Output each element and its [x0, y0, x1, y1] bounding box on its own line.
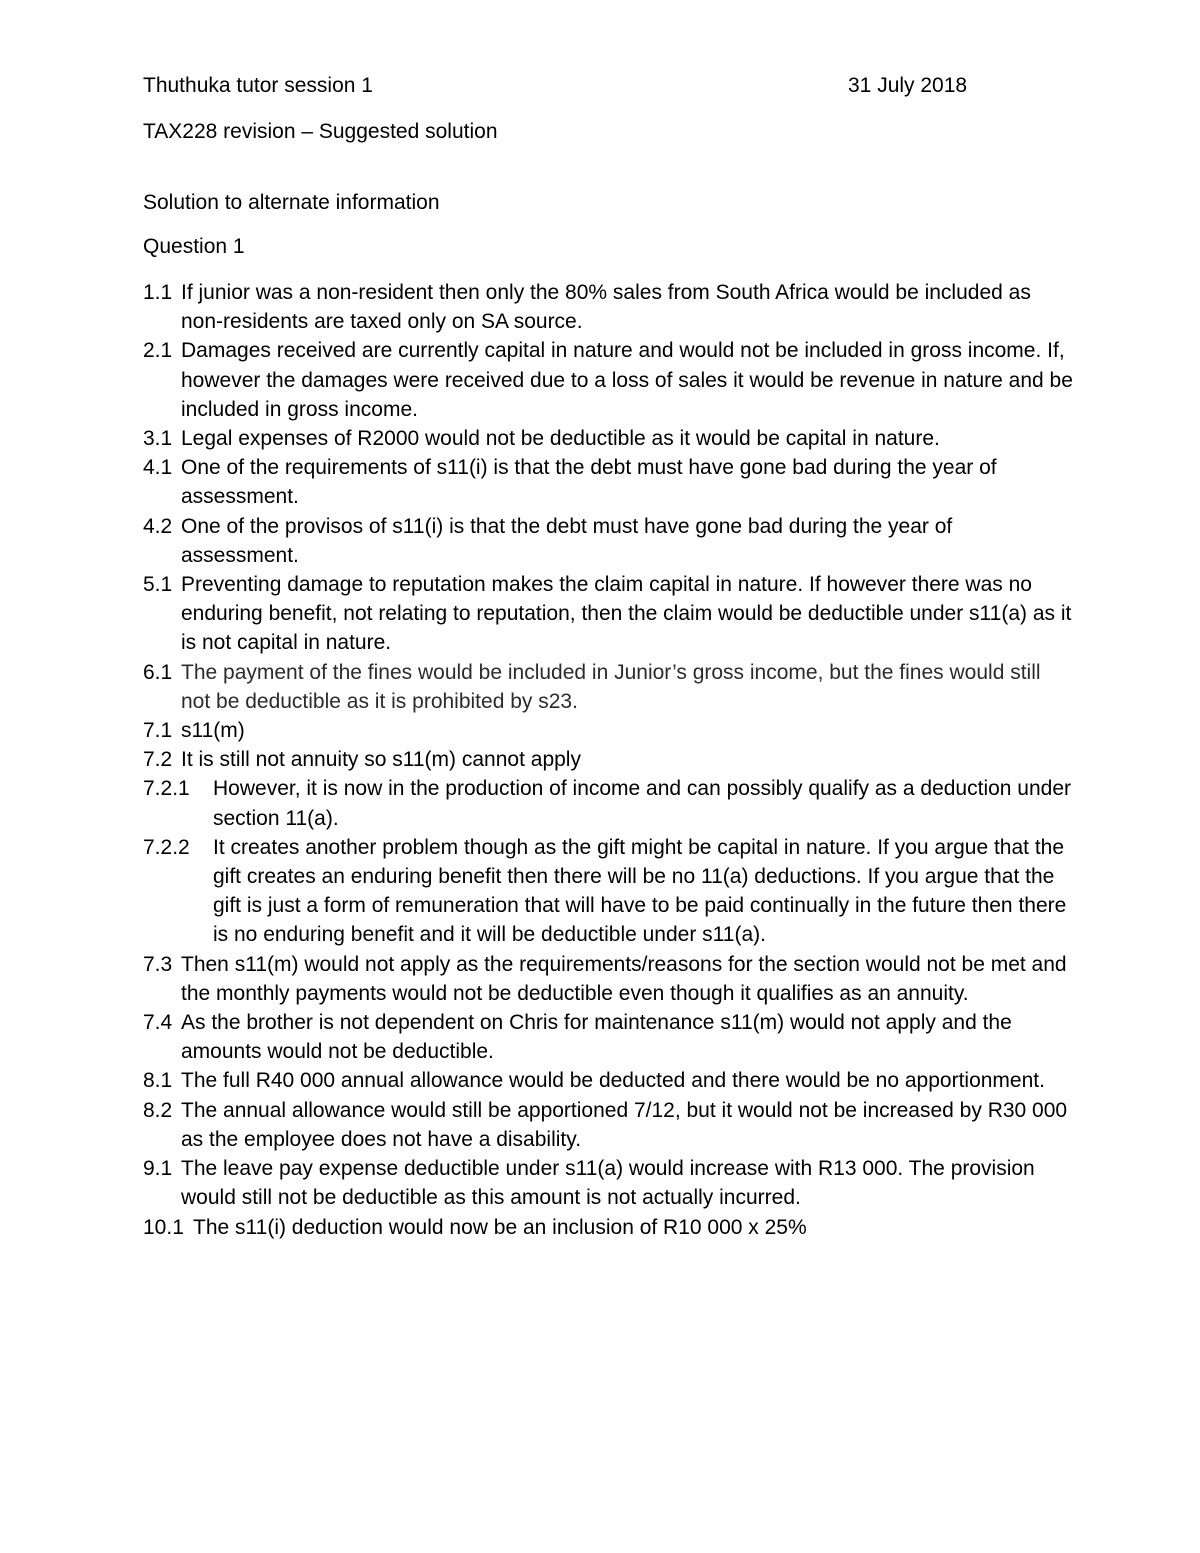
answer-text: The leave pay expense deductible under s11(a) would increase with R13 000. The provision would still not be deductible as this amount is not actually incurred.	[181, 1157, 1035, 1210]
answer-number: 7.2	[143, 748, 173, 772]
answer-text: s11(m)	[181, 719, 245, 743]
answer-number: 7.2.2	[143, 835, 190, 859]
answer-item-10-1	[143, 1213, 1073, 1242]
answer-number: 4.2	[143, 514, 173, 538]
answer-item-7-1	[143, 716, 1073, 745]
answer-number: 4.1	[143, 456, 173, 480]
answer-text: If junior was a non-resident then only the 80% sales from South Africa would be included as non-residents are taxed only on SA source.	[181, 281, 1031, 334]
answer-number: 5.1	[143, 573, 173, 597]
answer-text: However, it is now in the production of income and can possibly qualify as a deduction under section 11(a).	[213, 777, 1072, 830]
section-title: Solution to alternate information	[143, 191, 440, 214]
answer-number: 2.1	[143, 339, 173, 363]
answer-number: 8.2	[143, 1098, 173, 1122]
answer-item-8-2	[143, 1096, 1073, 1154]
answer-text: The s11(i) deduction would now be an inclusion of R10 000 x 25%	[193, 1215, 807, 1239]
answer-number: 1.1	[143, 281, 173, 304]
answer-item-2-1	[143, 336, 1073, 424]
answer-number: 7.4	[143, 1011, 173, 1035]
answer-item-7-2-1	[143, 774, 1073, 832]
answer-text: Damages received are currently capital in nature and would not be included in gross income. If, however the damages were received due to a loss of sales it would be revenue in nature and be included in gross income.	[181, 339, 1073, 421]
answer-text: Preventing damage to reputation makes the claim capital in nature. If however there was no enduring benefit, not relating to reputation, then the claim would be deductible under s11(a) as it is not capital in nature.	[181, 573, 1072, 655]
answer-item-7-4	[143, 1008, 1073, 1066]
session-title: Thuthuka tutor session 1	[143, 74, 373, 97]
answer-item-3-1	[143, 424, 1073, 453]
answer-text: It creates another problem though as the gift might be capital in nature. If you argue that the gift creates an enduring benefit then there will be no 11(a) deductions. If you argue that the gift is just a form of remuneration that will have to be paid continually in the future then there is no enduring benefit and it will be deductible under s11(a).	[213, 835, 1067, 947]
answer-item-7-3	[143, 950, 1073, 1008]
answer-item-8-1	[143, 1066, 1073, 1095]
answer-number: 9.1	[143, 1157, 173, 1181]
answer-text: As the brother is not dependent on Chris for maintenance s11(m) would not apply and the amounts would not be deductible.	[181, 1011, 1012, 1064]
answer-number: 8.1	[143, 1069, 173, 1093]
question-title: Question 1	[143, 235, 245, 258]
answer-item-4-2	[143, 512, 1073, 570]
answer-item-7-2	[143, 745, 1073, 774]
answer-number: 3.1	[143, 427, 173, 451]
answer-number: 7.1	[143, 719, 173, 743]
answer-list	[143, 278, 1073, 1242]
document-subtitle: TAX228 revision – Suggested solution	[143, 120, 498, 143]
answer-number: 7.2.1	[143, 777, 190, 801]
answer-item-9-1	[143, 1154, 1073, 1212]
answer-text: The full R40 000 annual allowance would be deducted and there would be no apportionment.	[181, 1069, 1045, 1093]
answer-item-1-1	[143, 278, 1073, 336]
answer-text: Then s11(m) would not apply as the requirements/reasons for the section would not be met and the monthly payments would not be deductible even though it qualifies as an annuity.	[181, 952, 1067, 1005]
answer-text: One of the provisos of s11(i) is that the debt must have gone bad during the year of assessment.	[181, 514, 953, 567]
answer-item-6-1	[143, 658, 1073, 716]
answer-item-4-1	[143, 453, 1073, 511]
answer-text: It is still not annuity so s11(m) cannot apply	[181, 748, 581, 772]
answer-number: 10.1	[143, 1215, 184, 1239]
document-date: 31 July 2018	[848, 74, 968, 97]
answer-number: 7.3	[143, 952, 173, 976]
answer-text: Legal expenses of R2000 would not be deductible as it would be capital in nature.	[181, 427, 940, 451]
answer-text: The annual allowance would still be apportioned 7/12, but it would not be increased by R30 000 as the employee does not have a disability.	[181, 1098, 1068, 1151]
answer-text: The payment of the fines would be included in Junior’s gross income, but the fines would still not be deductible as it is prohibited by s23.	[181, 660, 1041, 713]
answer-text: One of the requirements of s11(i) is that the debt must have gone bad during the year of assessment.	[181, 456, 997, 509]
answer-number: 6.1	[143, 660, 173, 684]
answer-item-5-1	[143, 570, 1073, 658]
answer-item-7-2-2	[143, 833, 1073, 950]
